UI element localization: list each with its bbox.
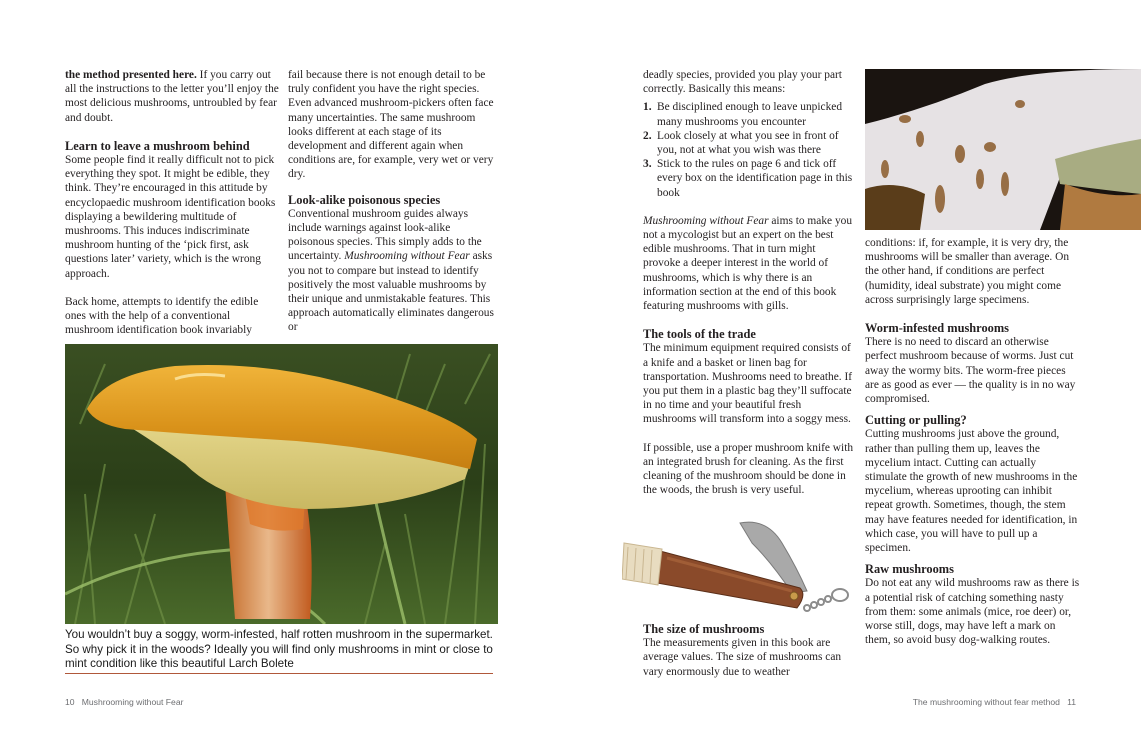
photo-caption: You wouldn’t buy a soggy, worm-infested, half rotten mushroom in the supermarket. So why pick it in the woods? Ideally you will find only mushrooms in mint or close to mint condition like this beautiful Larch Bolete — [65, 628, 493, 670]
rule-text: Stick to the rules on page 6 and tick off every box on the identification page in this book — [657, 158, 853, 199]
rule-number: 3. — [643, 158, 652, 171]
knife-chain — [804, 589, 848, 611]
rule-text: Look closely at what you see in front of you, not at what you wish was there — [657, 129, 839, 157]
worm-infested-mushroom-photo — [865, 69, 1141, 230]
book-title-italic: Mushrooming without Fear — [643, 214, 769, 227]
right-column-1 — [643, 68, 855, 497]
larch-bolete-photo — [65, 344, 498, 624]
book-title-italic: Mushrooming without Fear — [344, 250, 470, 263]
back-home-paragraph: Back home, attempts to identify the edible ones with the help of a conventional mushroom identification book invariably — [65, 295, 259, 337]
knife-paragraph: If possible, use a proper mushroom knife with an integrated brush for cleaning. As the first cleaning of the mushroom should be done in the woods, the brush is very useful. — [643, 441, 854, 497]
rule-item — [643, 100, 855, 128]
lookalike-text-b: asks you not to compare but instead to identify positively the most valuable mushrooms by their unique and unmistakable features. This approach automatically eliminates dangerous or — [288, 250, 494, 334]
right-page-number: 11 — [1067, 697, 1076, 707]
right-column-1-bottom — [643, 622, 855, 679]
heading-cutting: Cutting or pulling? — [865, 413, 967, 428]
right-folio — [913, 697, 1076, 707]
lookalike-paragraph — [288, 207, 498, 335]
heading-lookalike: Look-alike poisonous species — [288, 192, 441, 207]
deadly-paragraph: deadly species, provided you play your part correctly. Basically this means: — [643, 69, 842, 96]
right-running-title: The mushrooming without fear method — [912, 697, 1060, 707]
rules-list — [643, 100, 855, 199]
aims-paragraph — [643, 214, 855, 313]
conditions-paragraph: conditions: if, for example, it is very dry, the mushrooms will be smaller than average. On the other hand, if conditions are perfect (humidity, ideal substrate) you might come across surprisingly large specimens. — [865, 237, 1070, 306]
heading-size: The size of mushrooms — [643, 622, 765, 636]
worm-infested-illustration — [865, 69, 1141, 230]
rule-number: 2. — [643, 129, 652, 142]
intro-bold: the method presented here. — [65, 69, 197, 81]
heading-raw: Raw mushrooms — [865, 562, 954, 577]
left-running-title: Mushrooming without Fear — [81, 697, 184, 707]
heading-tools: The tools of the trade — [643, 327, 756, 342]
left-column-1 — [65, 68, 280, 337]
left-column-2 — [288, 68, 498, 335]
aims-text: aims to make you not a mycologist but an expert on the best edible mushrooms. That in turn might provoke a deeper interest in the world of mushrooms, which is why there is an information section at the end of this book featuring mushrooms with gills. — [643, 214, 853, 313]
left-folio — [65, 697, 183, 707]
heading-worm-infested: Worm-infested mushrooms — [865, 321, 1009, 336]
mushroom-knife-illustration — [622, 513, 862, 618]
rule-text: Be disciplined enough to leave unpicked many mushrooms you encounter — [657, 101, 843, 128]
rule-number: 1. — [643, 101, 652, 114]
left-page-number: 10 — [65, 697, 75, 707]
caption-divider — [65, 673, 493, 674]
rule-item — [643, 129, 855, 157]
mushroom-knife-photo — [622, 513, 862, 618]
raw-paragraph: Do not eat any wild mushrooms raw as there is a potential risk of catching something nasty from them: some animals (mice, roe deer) or, worse still, dogs, may have left a mark on them, so avoid busy dog-walking routes. — [865, 577, 1080, 647]
intro-paragraph — [65, 68, 280, 125]
lookalike-text-a: Conventional mushroom guides always include warnings against look-alike poisonous species. This simply adds to the uncertainty. — [288, 207, 482, 263]
worm-paragraph: There is no need to discard an otherwise perfect mushroom because of worms. Just cut away the wormy bits. The worm-free pieces are as good as ever — the quality is in no way compromised. — [865, 336, 1076, 406]
tools-paragraph: The minimum equipment required consists of a knife and a basket or linen bag for transportation. Mushrooms need to breathe. If you put them in a plastic bag they’ll suffocate in no time and your beautiful fresh mushrooms will transform into a soggy mess. — [643, 342, 853, 426]
size-paragraph: The measurements given in this book are average values. The size of mushrooms can vary enormously due to weather — [643, 637, 842, 678]
right-column-2 — [865, 236, 1080, 647]
leave-mushroom-paragraph: Some people find it really difficult not to pick everything they spot. It might be edible, they think. They’re encouraged in this attitude by encyclopaedic mushroom identification books displaying a bewildering multitude of mushrooms. This induces indiscriminate mushroom hunting of the ‘pick first, ask questions later’ variety, which is the wrong approach. — [65, 154, 276, 280]
cutting-paragraph: Cutting mushrooms just above the ground, rather than pulling them up, leaves the mycelium intact. Cutting can actually stimulate the growth of new mushrooms in the mycelium, whereas uprooting can inhibit repeat growth. Sometimes, though, the stem may have features needed for identification, in which case, you will have to pull up a specimen. — [865, 428, 1078, 555]
fail-paragraph: fail because there is not enough detail to be truly confident you have the right species. Even advanced mushroom-pickers often face many uncertainties. The same mushroom looks different at each stage of its development and different again when conditions are, for example, very wet or very dry. — [288, 69, 494, 181]
intro-text: If you carry out all the instructions to the letter you’ll enjoy the most delicious mushrooms, untroubled by fear and doubt. — [65, 69, 279, 124]
heading-leave-mushroom: Learn to leave a mushroom behind — [65, 138, 250, 153]
rule-item — [643, 157, 855, 200]
larch-bolete-illustration — [65, 344, 498, 624]
